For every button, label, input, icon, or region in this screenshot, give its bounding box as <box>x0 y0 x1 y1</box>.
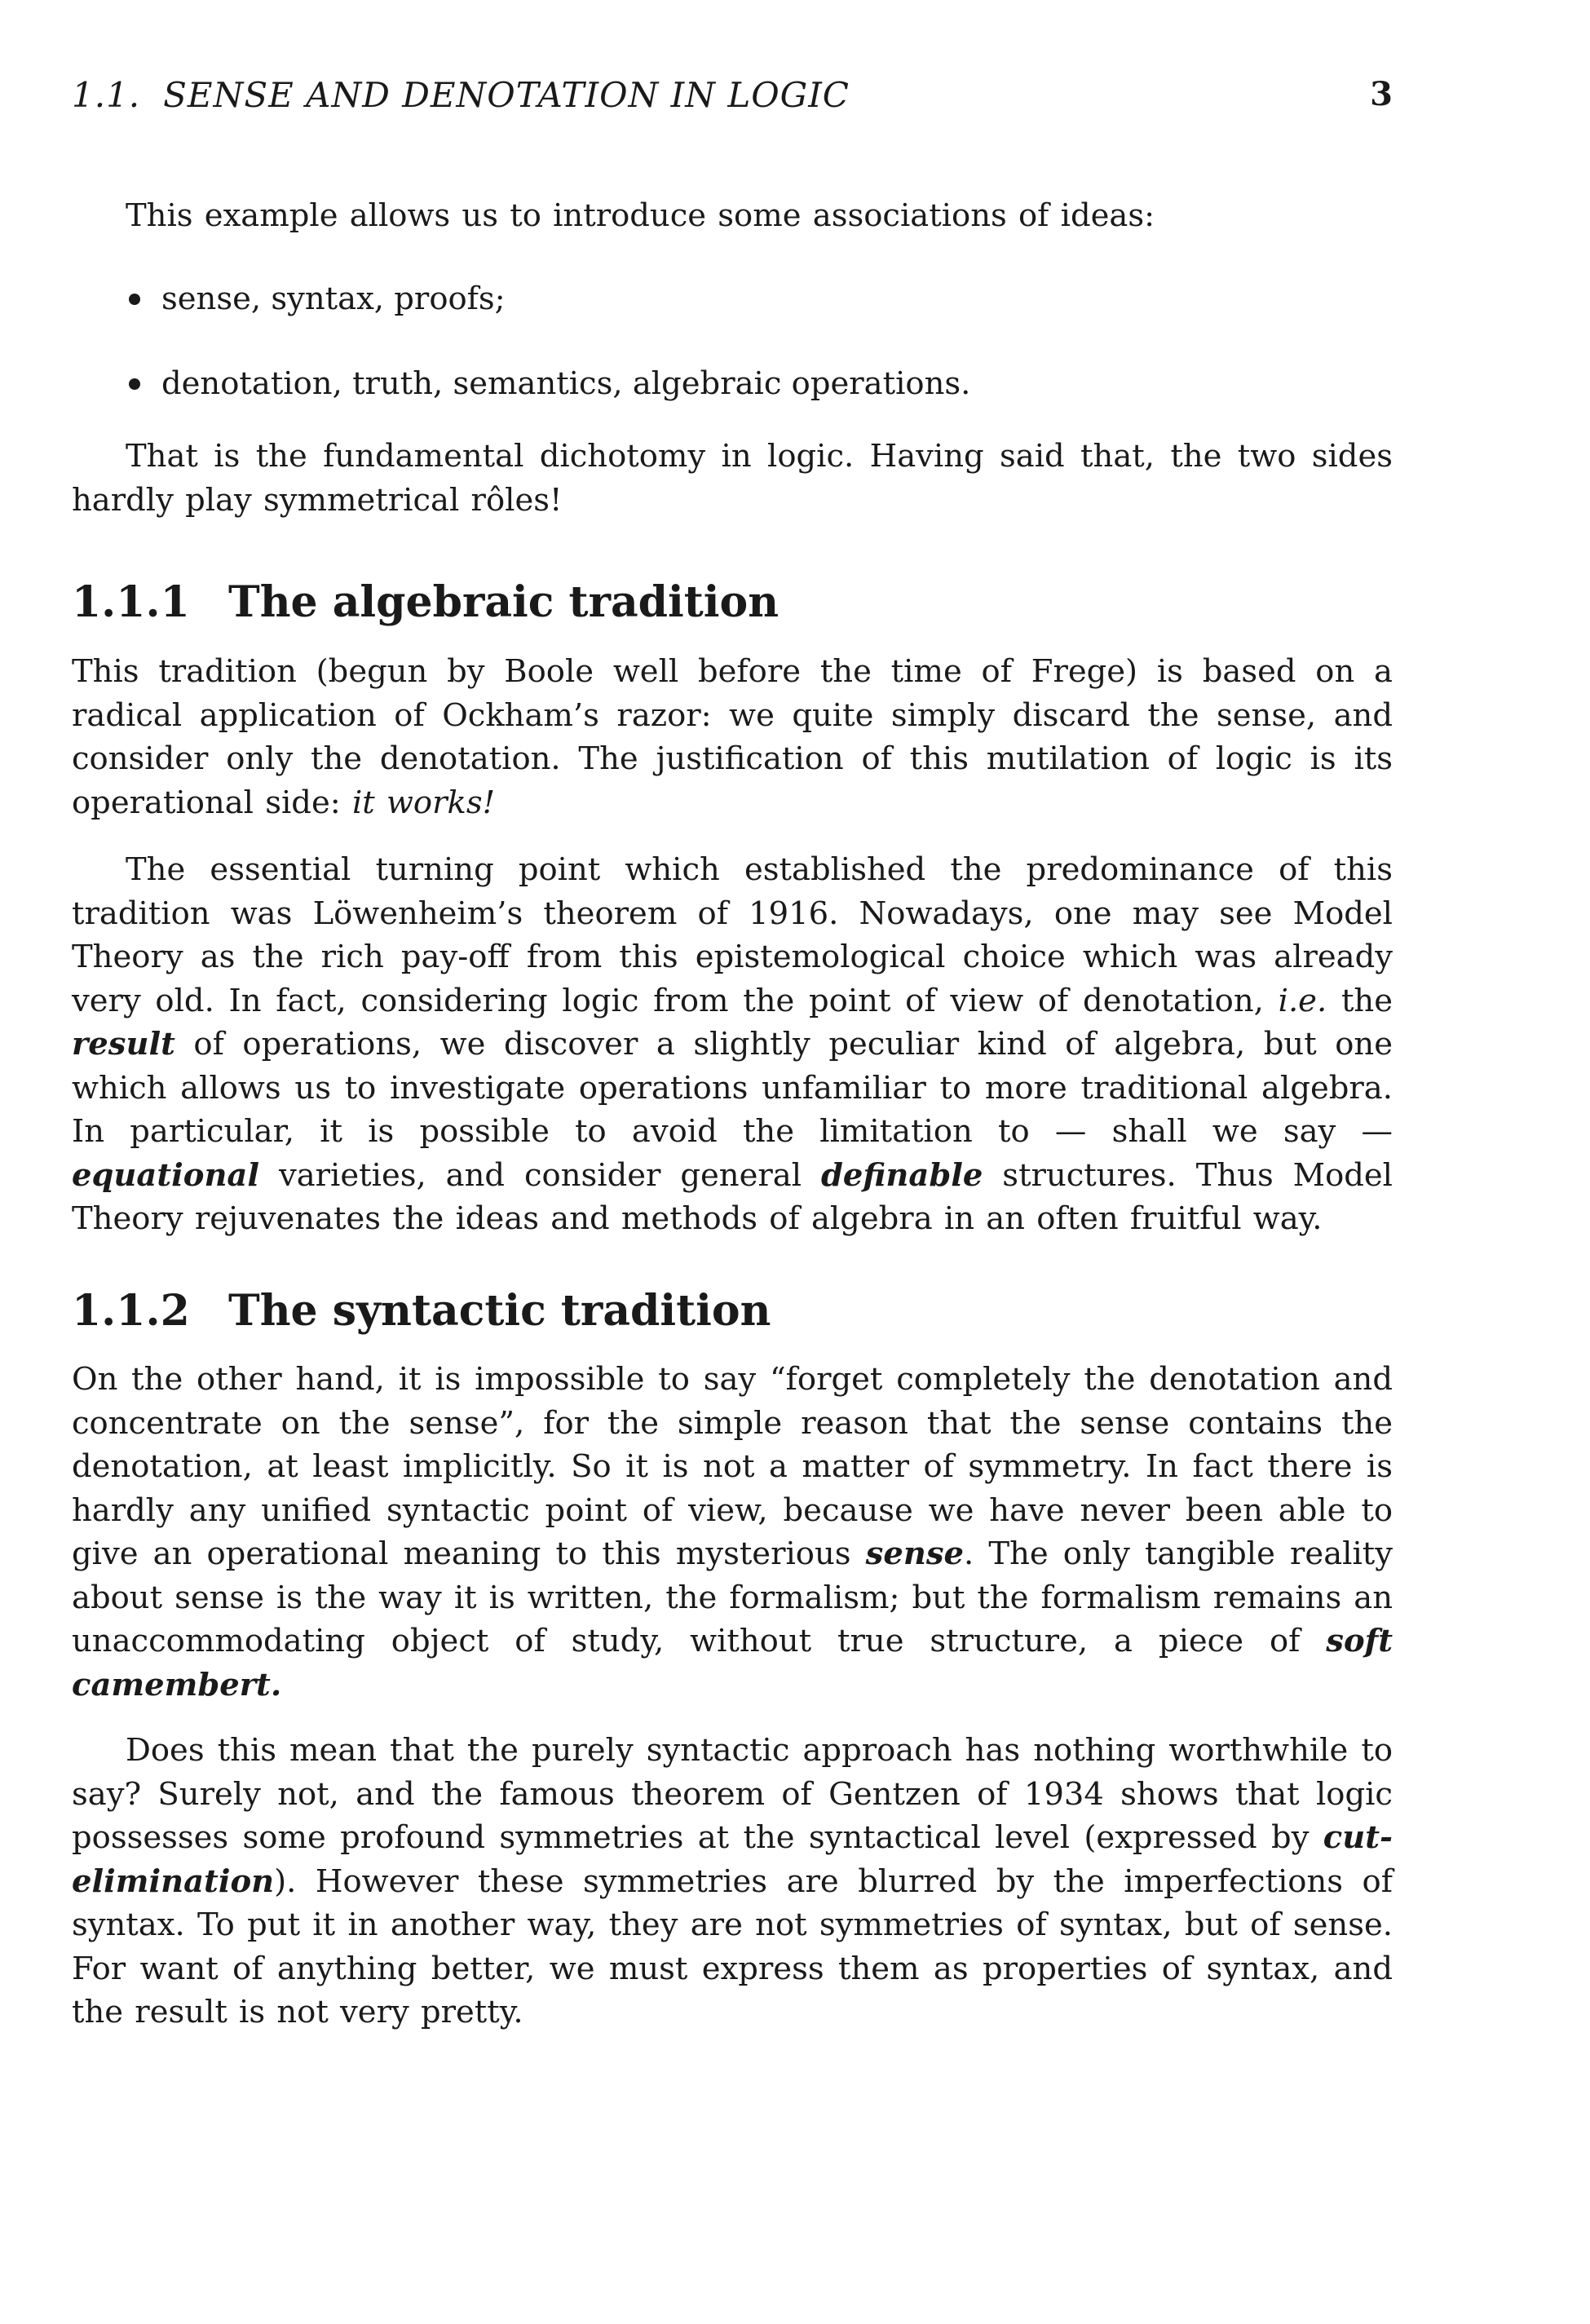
intro-lead-paragraph: This example allows us to introduce some associations of ideas: <box>126 197 1155 234</box>
emphasis-text: i.e. <box>1278 982 1327 1019</box>
emphasis-text: result <box>72 1026 175 1063</box>
paragraph-text: structures. Thus Model Theory rejuvenates the ideas and methods of algebra in an often fruitful way. <box>72 1156 1393 1237</box>
emphasis-text: cut-elimination <box>72 1819 1393 1900</box>
paragraph-text: of operations, we discover a slightly peculiar kind of algebra, but one which allows us to investigate operations unfamiliar to more traditional algebra. In particular, it is possible to avoid the limitation to — shall we say — <box>72 1026 1393 1150</box>
section-number: 1.1.1 <box>72 577 190 627</box>
bullet-icon <box>129 294 140 305</box>
paragraph-text: varieties, and consider general <box>259 1156 821 1194</box>
emphasis-text: it works! <box>351 784 496 821</box>
bullet-text: sense, syntax, proofs; <box>161 281 506 317</box>
emphasis-text: sense <box>865 1535 965 1572</box>
emphasis-text: definable <box>820 1156 983 1194</box>
bullet-item <box>72 362 1393 406</box>
paragraph-text: This tradition (begun by Boole well before the time of Frege) is based on a radical application of Ockham’s razor: we quite simply discard the sense, and consider only the denotation. The justification of this mutilation of logic is its operational side: <box>72 653 1393 821</box>
section-title: The algebraic tradition <box>228 577 780 627</box>
ideas-bullet-list <box>72 277 1393 406</box>
algebraic-paragraph-2 <box>72 848 1393 1241</box>
paragraph-text: . The only tangible reality about sense is the way it is written, the formalism; but the formalism remains an unaccommodating object of study, without true structure, a piece of <box>72 1535 1393 1659</box>
algebraic-paragraph-1 <box>72 650 1393 824</box>
bullet-text: denotation, truth, semantics, algebraic operations. <box>161 365 971 402</box>
intro-conclusion-paragraph: That is the fundamental dichotomy in logic. Having said that, the two sides hardly play symmetrical rôles! <box>72 438 1393 519</box>
syntactic-paragraph-2 <box>72 1729 1393 2035</box>
section-title: The syntactic tradition <box>228 1286 771 1336</box>
paragraph-text: Does this mean that the purely syntactic approach has nothing worthwhile to say? Surely not, and the famous theorem of Gentzen of 1934 shows that logic possesses some profound symmetries at the syntactical level (expressed by <box>72 1732 1393 1856</box>
paragraph-text: the <box>1327 982 1393 1019</box>
bullet-item <box>72 277 1393 321</box>
bullet-icon <box>129 378 140 390</box>
page-number: 3 <box>1370 75 1393 113</box>
syntactic-paragraph-1 <box>72 1358 1393 1707</box>
paragraph-text: ). However these symmetries are blurred by the imperfections of syntax. To put it in another way, they are not symmetries of syntax, but of sense. For want of anything better, we must express them as properties of syntax, and the result is not very pretty. <box>72 1862 1393 2030</box>
running-head <box>72 75 1393 124</box>
running-head-section-title: SENSE AND DENOTATION IN LOGIC <box>163 75 850 115</box>
section-heading-syntactic <box>72 1285 1393 1337</box>
paragraph-text: The essential turning point which established the predominance of this tradition was Löwenheim’s theorem of 1916. Nowadays, one may see Model Theory as the rich pay-off from this epistemological choice which was already very old. In fact, considering logic from the point of view of denotation, <box>72 851 1393 1019</box>
running-head-section-number: 1.1. <box>72 75 141 115</box>
emphasis-text: equational <box>72 1156 260 1194</box>
paragraph-text: On the other hand, it is impossible to say “forget completely the denotation and concentrate on the sense”, for the simple reason that the sense contains the denotation, at least implicitly. So it is not a matter of symmetry. In fact there is hardly any unified syntactic point of view, because we have never been able to give an operational meaning to this mysterious <box>72 1361 1393 1572</box>
section-heading-algebraic <box>72 577 1393 629</box>
emphasis-text: soft camembert. <box>72 1623 1393 1703</box>
section-number: 1.1.2 <box>72 1286 190 1336</box>
